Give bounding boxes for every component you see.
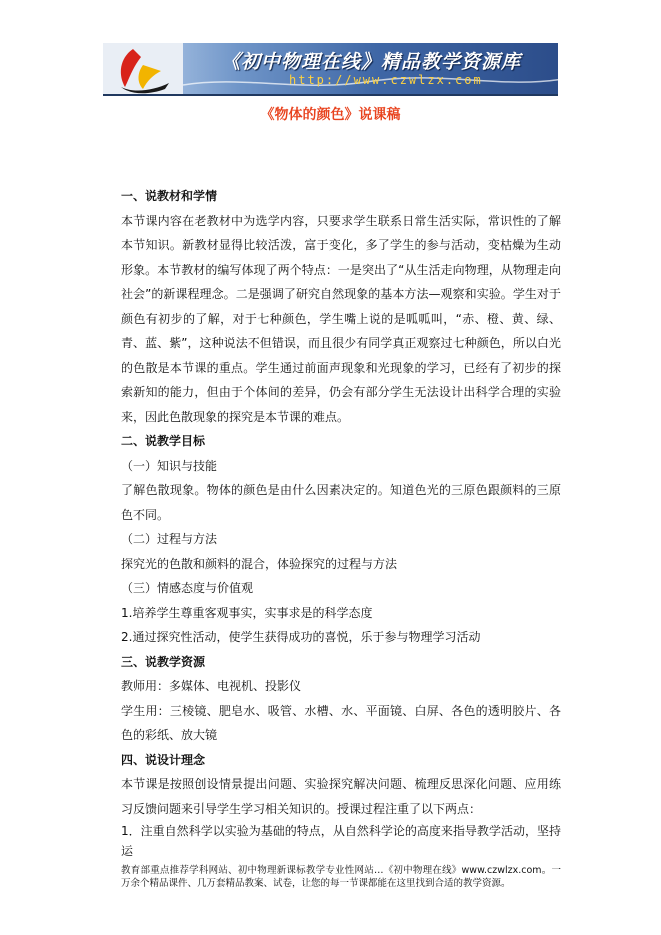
- document-body: [121, 184, 561, 890]
- subheading: （二）过程与方法: [121, 532, 218, 546]
- subheading: （一）知识与技能: [121, 458, 218, 473]
- banner-title: 《初中物理在线》精品教学资源库: [221, 51, 522, 73]
- site-banner: [103, 43, 558, 96]
- paragraph: 本节课内容在老教材中为选学内容，只要求学生联系日常生活实际，常识性的了解本节知识。新教材显得比较活泼，富于变化，多了学生的参与活动，变枯燥为生动形象。本节教材的编写体现了两个特点：一是突出了“从生活走向物理，从物理走向社会”的新课程理念。二是强调了研究自然现象的基本方法—观察和实验。学生对于颜色有初步的了解，对于七种颜色，学生嘴上说的是呱呱叫，“赤、橙、黄、绿、青、蓝、紫”，这种说法不但错误，而且很少有同学真正观察过七种颜色，所以白光的色散是本节课的重点。学生通过前面声现象和光现象的学习，已经有了初步的探索新知的能力，但由于个体间的差异，仍会有部分学生无法设计出科学合理的实验来，因此色散现象的探究是本节课的难点。: [121, 213, 561, 424]
- paragraph: 学生用：三棱镜、肥皂水、吸管、水槽、水、平面镜、白屏、各色的透明胶片、各色的彩纸、放大镜: [121, 703, 561, 742]
- list-item: 2.通过探究性活动，使学生获得成功的喜悦，乐于参与物理学习活动: [121, 630, 481, 644]
- paragraph: 探究光的色散和颜料的混合，体验探究的过程与方法: [121, 556, 398, 571]
- page-footer: 教育部重点推荐学科网站、初中物理新课标教学专业性网站…《初中物理在线》www.czwlzx.com。一万余个精品课件、几万套精品教案、试卷，让您的每一节课都能在这里找到合适的教学资源。: [121, 865, 561, 889]
- list-item: 1．注重自然科学以实验为基础的特点，从自然科学论的高度来指导教学活动，坚持运: [121, 824, 561, 858]
- site-logo-icon: [103, 43, 183, 94]
- page-title: 《物体的颜色》说课稿: [260, 107, 401, 123]
- paragraph: 教师用：多媒体、电视机、投影仪: [121, 679, 302, 693]
- section-heading-1: 一、说教材和学情: [121, 189, 218, 203]
- paragraph: 了解色散现象。物体的颜色是由什么因素决定的。知道色光的三原色跟颜料的三原色不同。: [121, 483, 561, 522]
- paragraph: 本节课是按照创设情景提出问题、实验探究解决问题、梳理反思深化问题、应用练习反馈问题来引导学生学习相关知识的。授课过程注重了以下两点：: [121, 777, 561, 816]
- list-item: 1.培养学生尊重客观事实，实事求是的科学态度: [121, 605, 373, 620]
- banner-url[interactable]: http://www.czwlzx.com: [289, 73, 483, 87]
- section-heading-3: 三、说教学资源: [121, 654, 206, 669]
- section-heading-2: 二、说教学目标: [121, 434, 206, 448]
- section-heading-4: 四、说设计理念: [121, 752, 206, 767]
- subheading: （三）情感态度与价值观: [121, 581, 254, 595]
